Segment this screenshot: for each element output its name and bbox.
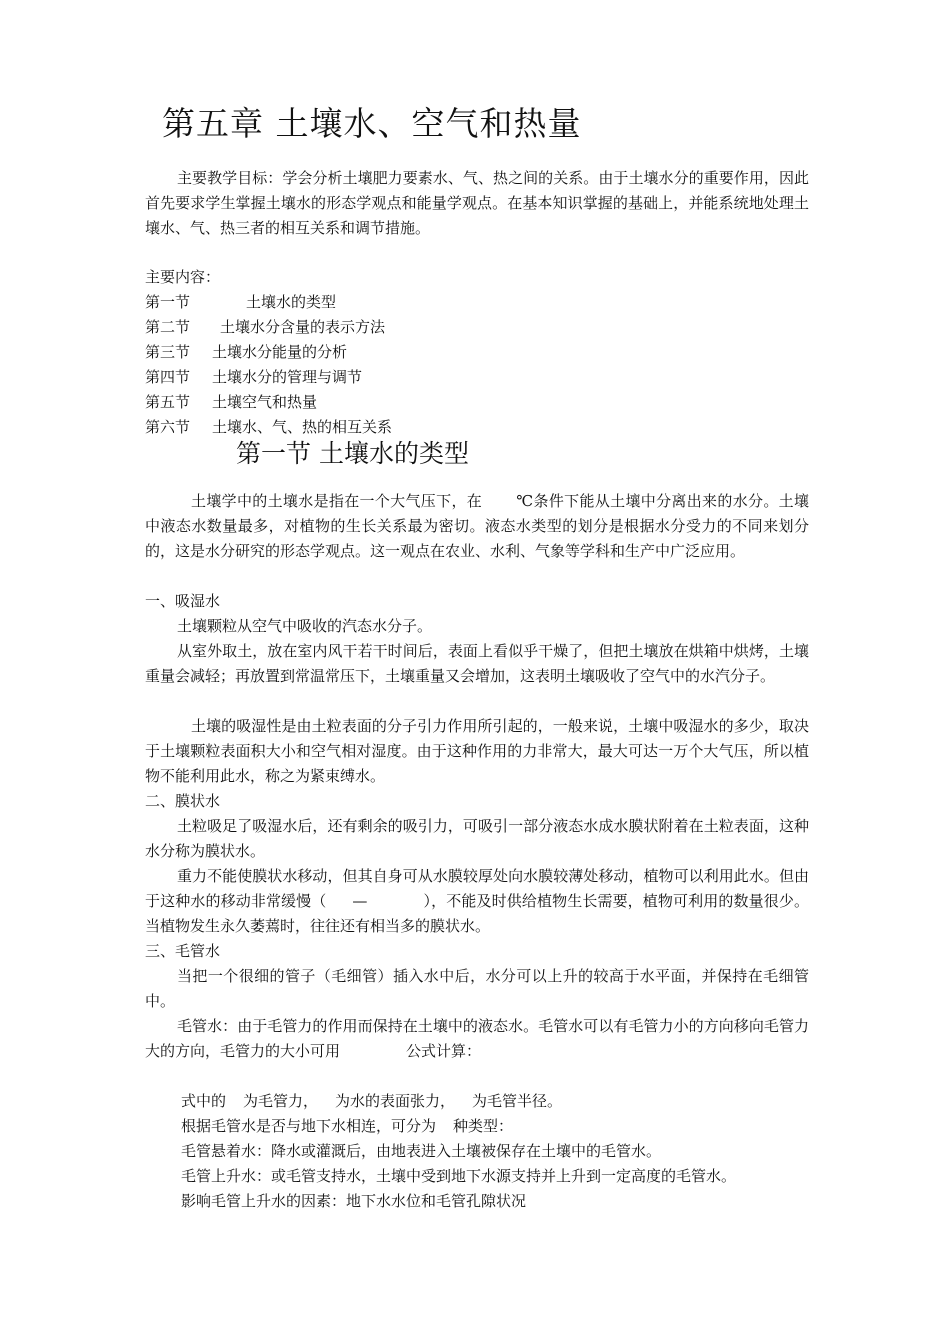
capillary-tube-paragraph: 当把一个很细的管子（毛细管）插入水中后，水分可以上升的较高于水平面，并保持在毛细管中。 [145, 967, 809, 1010]
toc-item-title: 土壤水、气、热的相互关系 [212, 418, 393, 436]
where-text: 式中的 [181, 1092, 227, 1110]
toc-item-title: 土壤空气和热量 [212, 393, 318, 411]
tube-radius-text: 为毛管半径。 [472, 1092, 563, 1110]
film-water-movement-paragraph [145, 864, 809, 939]
toc-item-number: 第一节 [145, 293, 191, 311]
capillary-water-definition [145, 1014, 809, 1064]
film-text-start: 重力不能使膜状水移动，但其自身可从水膜较厚处向水膜较薄处移动，植物可以利用此水。但由于这种水的移动非常缓慢（ [145, 867, 809, 910]
toc-item-title: 土壤水分能量的分析 [212, 343, 348, 361]
surface-tension-text: 为水的表面张力， [335, 1092, 456, 1110]
teaching-objective-paragraph: 主要教学目标：学会分析土壤肥力要素水、气、热之间的关系。由于土壤水分的重要作用，因此首先要求学生掌握土壤水的形态学观点和能量学观点。在基本知识掌握的基础上，并能系统地处理土壤水、气、热三者的相互关系和调节措施。 [145, 169, 809, 237]
rising-capillary-water: 毛管上升水：或毛管支持水，土壤中受到地下水源支持并上升到一定高度的毛管水。 [181, 1167, 737, 1185]
contents-label: 主要内容： [145, 268, 221, 286]
soil-water-definition-paragraph [145, 489, 809, 564]
hygroscopic-mechanism-paragraph: 土壤的吸湿性是由土粒表面的分子引力作用所引起的，一般来说，土壤中吸湿水的多少，取决于土壤颗粒表面积大小和空气相对湿度。由于这种作用的力非常大，最大可达一万个大气压，所以植物不能利用此水，称之为紧束缚水。 [145, 717, 809, 785]
capillary-types-line [181, 1114, 513, 1139]
toc-item-number: 第二节 [145, 318, 191, 336]
capillary-factors: 影响毛管上升水的因素：地下水水位和毛管孔隙状况 [181, 1192, 527, 1210]
toc-item-number: 第五节 [145, 393, 191, 411]
capillary-force-text: 为毛管力， [243, 1092, 319, 1110]
toc-item-number: 第四节 [145, 368, 191, 386]
suspended-capillary-water: 毛管悬着水：降水或灌溉后，由地表进入土壤被保存在土壤中的毛管水。 [181, 1142, 662, 1160]
heading-capillary-water: 三、毛管水 [145, 942, 221, 960]
hygroscopic-definition: 土壤颗粒从空气中吸收的汽态水分子。 [177, 617, 433, 635]
film-water-definition: 土粒吸足了吸湿水后，还有剩余的吸引力，可吸引一部分液态水成水膜状附着在土粒表面，这种水分称为膜状水。 [145, 817, 809, 860]
formula-explanation [181, 1089, 562, 1114]
types-text-start: 根据毛管水是否与地下水相连，可分为 [181, 1117, 437, 1135]
heading-film-water: 二、膜状水 [145, 792, 221, 810]
definition-text-end: ℃条件下能从土壤中分离出来的水分。土壤中液态水数量最多，对植物的生长关系最为密切。液态水类型的划分是根据水分受力的不同来划分的，这是水分研究的形态学观点。这一观点在农业、水利、气象等学科和生产中广泛应用。 [145, 492, 809, 560]
chapter-title: 第五章 土壤水、空气和热量 [162, 104, 582, 143]
capillary-text-start: 毛管水：由于毛管力的作用而保持在土壤中的液态水。毛管水可以有毛管力小的方向移向毛管力大的方向，毛管力的大小可用 [145, 1017, 809, 1060]
types-text-end: 种类型： [453, 1117, 514, 1135]
toc-item-title: 土壤水的类型 [246, 293, 337, 311]
definition-text-start: 土壤学中的土壤水是指在一个大气压下，在 [191, 492, 483, 510]
toc-item-number: 第三节 [145, 343, 191, 361]
toc-item-title: 土壤水分的管理与调节 [212, 368, 363, 386]
film-text-end: ），不能及时供给植物生长需要，植物可利用的数量很少。当植物发生永久萎蔫时，往往还有相当多的膜状水。 [145, 892, 809, 935]
section-title: 第一节 土壤水的类型 [236, 439, 469, 468]
capillary-text-end: 公式计算： [406, 1042, 482, 1060]
toc-item-title: 土壤水分含量的表示方法 [220, 318, 386, 336]
heading-hygroscopic-water: 一、吸湿水 [145, 592, 221, 610]
hygroscopic-experiment-paragraph: 从室外取土，放在室内风干若干时间后，表面上看似乎干燥了，但把土壤放在烘箱中烘烤，土壤重量会减轻；再放置到常温常压下，土壤重量又会增加，这表明土壤吸收了空气中的水汽分子。 [145, 642, 809, 685]
film-dash: — [352, 892, 368, 910]
toc-item-number: 第六节 [145, 418, 191, 436]
